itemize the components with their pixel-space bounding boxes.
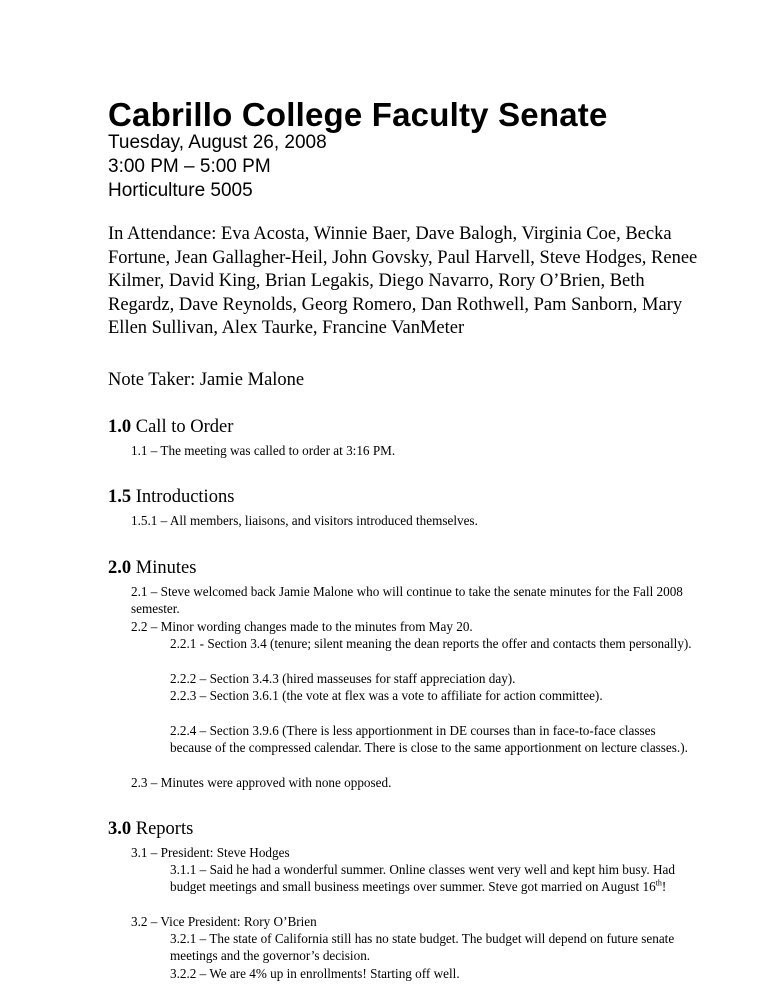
section-title: Minutes bbox=[135, 558, 197, 578]
section-number: 1.5 bbox=[108, 487, 132, 507]
ordinal-suffix: th bbox=[655, 878, 662, 888]
section-number: 2.0 bbox=[108, 558, 132, 578]
minutes-subitem: 2.2.3 – Section 3.6.1 (the vote at flex was a vote to affiliate for action committee). bbox=[170, 688, 603, 703]
document-title: Cabrillo College Faculty Senate bbox=[108, 96, 608, 133]
minutes-subitem: 2.2.4 – Section 3.9.6 (There is less apportionment in DE courses than in face-to-face classes because of the compressed calendar. There is close to the same apportionment on lecture classes.). bbox=[170, 723, 688, 756]
meeting-date: Tuesday, August 26, 2008 bbox=[108, 132, 327, 153]
minutes-item: 2.3 – Minutes were approved with none opposed. bbox=[131, 775, 392, 790]
minutes-subitem: 3.2.1 – The state of California still has no state budget. The budget will depend on future senate meetings and the governor’s decision. bbox=[170, 931, 675, 964]
section-heading-introductions bbox=[108, 486, 234, 509]
meeting-location: Horticulture 5005 bbox=[108, 180, 253, 201]
section-title: Introductions bbox=[135, 487, 235, 507]
attendance-paragraph bbox=[108, 223, 698, 341]
meeting-time: 3:00 PM – 5:00 PM bbox=[108, 156, 271, 177]
section-title: Reports bbox=[135, 819, 194, 839]
minutes-item: 3.1 – President: Steve Hodges bbox=[131, 845, 290, 860]
minutes-item: 2.2 – Minor wording changes made to the minutes from May 20. bbox=[131, 619, 473, 634]
minutes-subitem bbox=[170, 861, 700, 896]
section-title: Call to Order bbox=[135, 417, 234, 437]
section-heading-reports bbox=[108, 818, 193, 841]
section-heading-call-to-order bbox=[108, 416, 233, 439]
minutes-item: 1.5.1 – All members, liaisons, and visitors introduced themselves. bbox=[131, 513, 478, 528]
subitem-text: 3.1.1 – Said he had a wonderful summer. Online classes went very well and kept him busy. Had budget meetings and small business meetings over summer. Steve got married on August 16 bbox=[170, 862, 675, 895]
minutes-subitem: 2.2.2 – Section 3.4.3 (hired masseuses for staff appreciation day). bbox=[170, 671, 516, 686]
note-taker-line bbox=[108, 369, 304, 393]
attendance-names: Eva Acosta, Winnie Baer, Dave Balogh, Virginia Coe, Becka Fortune, Jean Gallagher-Heil, John Govsky, Paul Harvell, Steve Hodges, Renee Kilmer, David King, Brian Legakis, Diego Navarro, Rory O’Brien, Beth Regardz, Dave Reynolds, Georg Romero, Dan Rothwell, Pam Sanborn, Mary Ellen Sullivan, Alex Taurke, Francine VanMeter bbox=[108, 224, 698, 338]
minutes-subitem: 2.2.1 - Section 3.4 (tenure; silent meaning the dean reports the offer and contacts them personally). bbox=[170, 636, 692, 651]
note-taker-label: Note Taker: bbox=[108, 370, 196, 390]
minutes-item: 1.1 – The meeting was called to order at 3:16 PM. bbox=[131, 443, 396, 458]
note-taker-name: Jamie Malone bbox=[199, 370, 305, 390]
minutes-subitem: 3.2.2 – We are 4% up in enrollments! Starting off well. bbox=[170, 966, 460, 981]
section-heading-minutes bbox=[108, 557, 196, 580]
section-number: 1.0 bbox=[108, 417, 132, 437]
minutes-item: 3.2 – Vice President: Rory O’Brien bbox=[131, 914, 317, 929]
minutes-item: 2.1 – Steve welcomed back Jamie Malone who will continue to take the senate minutes for the Fall 2008 semester. bbox=[131, 584, 683, 617]
section-number: 3.0 bbox=[108, 819, 132, 839]
attendance-label: In Attendance: bbox=[108, 224, 217, 244]
subitem-tail: ! bbox=[661, 879, 667, 895]
